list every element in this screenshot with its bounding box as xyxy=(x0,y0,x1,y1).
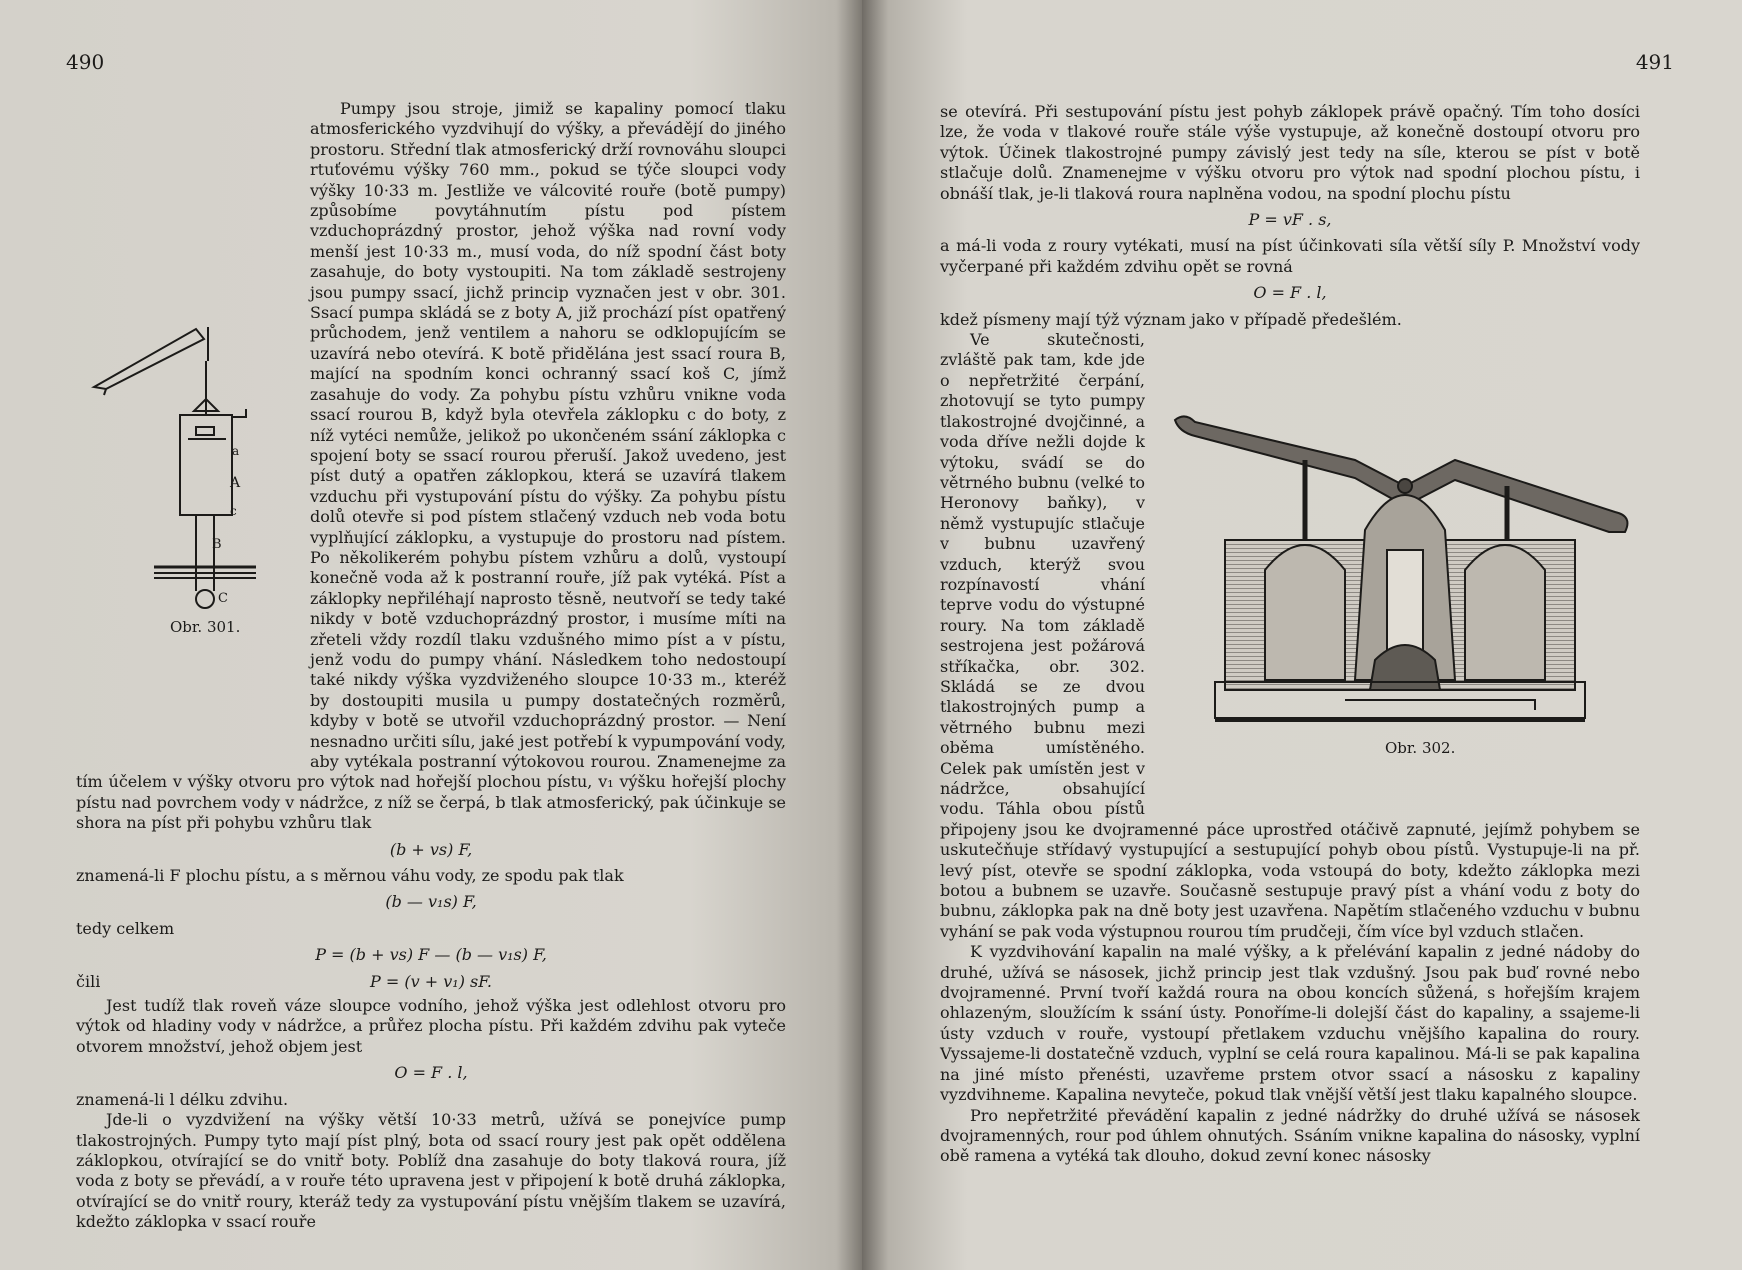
page-number-left: 490 xyxy=(66,50,105,74)
left-text-4: znamená-li l délku zdvihu. xyxy=(76,1089,289,1109)
label-B: B xyxy=(212,537,222,552)
page-right-body xyxy=(940,102,1640,1167)
left-paragraph-1-text: Pumpy jsou stroje, jimiž se kapaliny pomocí tlaku atmosferického vyzdvihují do výšky, a převádějí do jiného prostoru. Střední tlak atmosferický drží rovnováhu sloupci rtuťovému výšky 760 mm., pokud se týče sloupci vody výšky 10·33 m. Jestliže ve válcovité rouře (botě pumpy) způsobíme povytáhnutím pístu pod pístem vzduchoprázdný prostor, jehož výška nad rovní vody menší jest 10·33 m., musí voda, do níž spodní část boty zasahuje, do boty vystoupiti. Na tom základě sestrojeny jsou pumpy ssací, jichž princip vyznačen jest v obr. 301. Ssací pumpa skládá se z boty A, již prochází píst opatřený průchodem, jenž ventilem a nahoru se odklopujícím se uzavírá nebo otevírá. K botě přidělána jest ssací roura B, mající na spodním konci ochranný ssací koš C, jímž zasahuje do vody. Za pohybu pístu vzhůru vnikne voda ssací rourou B, když byla otevřela záklopku c do boty, z níž vytéci nemůže, jelikož po ukončeném ssání záklopka c spojení boty se ssací rourou přeruší. Jakož uvedeno, jest píst dutý a opatřen záklopkou, která se uzavírá tlakem vzduchu při vystupování pístu do výšky. Za pohybu pístu dolů otevře si pod pístem stlačený vzduch neb voda botu vyplňující záklopku, a vystupuje do prostoru nad pístem. Po několikerém pohybu pístem vzhůru a dolů, vystoupí konečně voda až k postranní rouře, jíž pak vytéká. Píst a záklopky nepřiléhají naprosto těsně, neutvoří se tedy také nikdy v botě vzduchoprázdný prostor, i musíme míti na zřeteli vždy rozdíl tlaku vzdušného mimo píst a v pístu, jenž vodu do pumpy vhání. Následkem toho nedostoupí také nikdy výška vyzdviženého sloupce 10·33 m., kteréž by dostoupiti musila u pumpy dostatečných rozměrů, kdyby v botě se utvořil vzduchoprázdný prostor. — Není nesnadno určiti sílu, jaké jest potřebí k vypumpování vody, aby vytékala postranní výtokovou rourou. Znamenejme za tím účelem v výšky otvoru pro výtok nad hořejší plochou pístu, v₁ výšku hořejší plochy pístu nad povrchem vody v nádržce, z níž se čerpá, b tlak atmosferický, pak účinkuje se shora na píst při pohybu vzhůru tlak xyxy=(76,99,786,833)
left-paragraph-3: Jde-li o vyzdvižení na výšky větší 10·33 metrů, užívá se ponejvíce pump tlakostrojných. Pumpy tyto mají píst plný, bota od ssací roury jest pak opět oddělena záklopkou, otvírající se do vnitř boty. Poblíž dna zasahuje do boty tlaková roura, jíž voda z boty se převádí, a v rouře této upravena jest v připojení k botě druhá záklopka, otvírající se do vnitř roury, kteráž tedy za vystupování pístu vnějším tlakem se uzavírá, kdežto záklopka v ssací rouře xyxy=(76,1110,786,1232)
fire-engine-diagram xyxy=(1155,400,1640,770)
right-paragraph-2: a má-li voda z roury vytékati, musí na píst účinkovati síla větší síly P. Množství vody vyčerpané při každém zdvihu opět se rovná xyxy=(940,236,1640,276)
page-left-body xyxy=(76,99,786,1233)
label-A: A xyxy=(230,475,241,491)
right-paragraph-6: Pro nepřetržité převádění kapalin z jedné nádržky do druhé užívá se násosek dvojramenných, rour pod úhlem ohnutých. Ssáním vnikne kapalina do násosky, vyplní obě ramena a vytéká tak dlouho, dokud zevní konec násosky xyxy=(940,1105,1640,1166)
left-text-2: tedy celkem xyxy=(76,918,175,938)
right-equation-1: P = vF . s, xyxy=(1248,210,1332,230)
label-c: c xyxy=(230,504,237,518)
left-paragraph-1 xyxy=(76,99,786,834)
equation-4-row xyxy=(76,972,786,992)
right-paragraph-1: se otevírá. Při sestupování pístu jest pohyb záklopek právě opačný. Tím toho dosíci lze, že voda v tlakové rouře stále výše vystupuje, až konečně dostoupí otvoru pro výtok. Účinek tlakostrojné pumpy závislý jest tedy na síle, kterou se píst v botě stlačuje dolů. Znamenejme v výšku otvoru pro výtok nad spodní plochou pístu, i obnáší tlak, je-li tlaková roura naplněna vodou, na spodní plochu pístu xyxy=(940,102,1640,203)
figure-302-caption: Obr. 302. xyxy=(1385,739,1456,758)
right-paragraph-4-text: Ve skutečnosti, zvláště pak tam, kde jde o nepřetržité čerpání, zhotovují se tyto pumpy tlakostrojné dvojčinné, a voda dříve nežli dojde k výtoku, svádí se do větrného bubnu (velké to Heronovy baňky), v němž vystupujíc stlačuje v bubnu uzavřený vzduch, kterýž svou rozpínavostí vhání teprve vodu do výstupné roury. Na tom základě sestrojena jest požárová stříkačka, obr. 302. Skládá se ze dvou tlakostrojných pump a větrného bubnu mezi oběma umístěného. Celek pak umístěn jest v nádržce, obsahující vodu. Táhla obou pístů připojeny jsou ke dvojramenné páce uprostřed otáčivě zapnuté, jejímž pohybem se uskutečňuje střídavý vystupující a sestupující pohyb obou pístů. Vystupuje-li na př. levý píst, otevře se spodní záklopka, voda vstoupá do boty, kdežto záklopka mezi botou a bubnem se uzavře. Současně sestupuje pravý píst a vhání vodu z boty do bubnu, záklopka pak na dně boty jest uzavřena. Napětím stlačeného vzduchu v bubnu vyhání se pak voda výstupnou rourou tím prudčeji, čím více byl vzduch stlačen. xyxy=(940,330,1640,941)
right-equation-2: O = F . l, xyxy=(1253,283,1327,303)
label-a: a xyxy=(232,444,240,458)
equation-5: O = F . l, xyxy=(394,1063,468,1083)
figure-301-caption: Obr. 301. xyxy=(170,618,241,636)
equation-4: P = (v + v₁) sF. xyxy=(370,971,492,991)
right-paragraph-5: K vyzdvihování kapalin na malé výšky, a k přelévání kapalin z jedné nádoby do druhé, užívá se násosek, jichž princip jest tlak vzdušný. Jsou pak buď rovné nebo dvojramenné. První tvoří každá roura na obou koncích sůžená, s hořejším krajem ohlazeným, sloužícím k ssání ústy. Ponoříme-li dolejší část do kapaliny, a ssajeme-li ústy vzduch v rouře, vystoupí přetlakem vzduchu vnějšího kapalina do roury. Vyssajeme-li dostatečně vzduch, vyplní se celá roura kapalinou. Má-li se pak kapalina na jiné místo přenésti, uzavřeme prstem otvor ssací a násosku z kapaliny vyzdvihneme. Kapalina nevyteče, pokud tlak vnější větší jest tlaku kapalného sloupce. xyxy=(940,942,1640,1105)
right-paragraph-4 xyxy=(940,330,1640,942)
right-paragraph-3: kdež písmeny mají týž význam jako v případě předešlém. xyxy=(940,309,1402,329)
equation-3: P = (b + vs) F — (b — v₁s) F, xyxy=(315,945,547,965)
equation-1: (b + vs) F, xyxy=(389,839,473,859)
fire-engine-figure-302 xyxy=(1155,400,1640,800)
page-left xyxy=(0,0,862,1270)
suction-pump-diagram xyxy=(76,299,298,629)
label-C: C xyxy=(218,591,228,606)
left-paragraph-2: Jest tudíž tlak roveň váze sloupce vodního, jehož výška jest odlehlost otvoru pro výtok od hladiny vody v nádržce, a průřez plocha pístu. Při každém zdvihu pak vyteče otvorem množství, jehož objem jest xyxy=(76,996,786,1056)
left-text-1: znamená-li F plochu pístu, a s měrnou váhu vody, ze spodu pak tlak xyxy=(76,866,624,886)
left-text-3: čili xyxy=(76,971,101,991)
page-right xyxy=(862,0,1742,1270)
pump-figure-301 xyxy=(76,299,298,749)
page-number-right: 491 xyxy=(1635,50,1674,74)
equation-2: (b — v₁s) F, xyxy=(385,892,477,912)
